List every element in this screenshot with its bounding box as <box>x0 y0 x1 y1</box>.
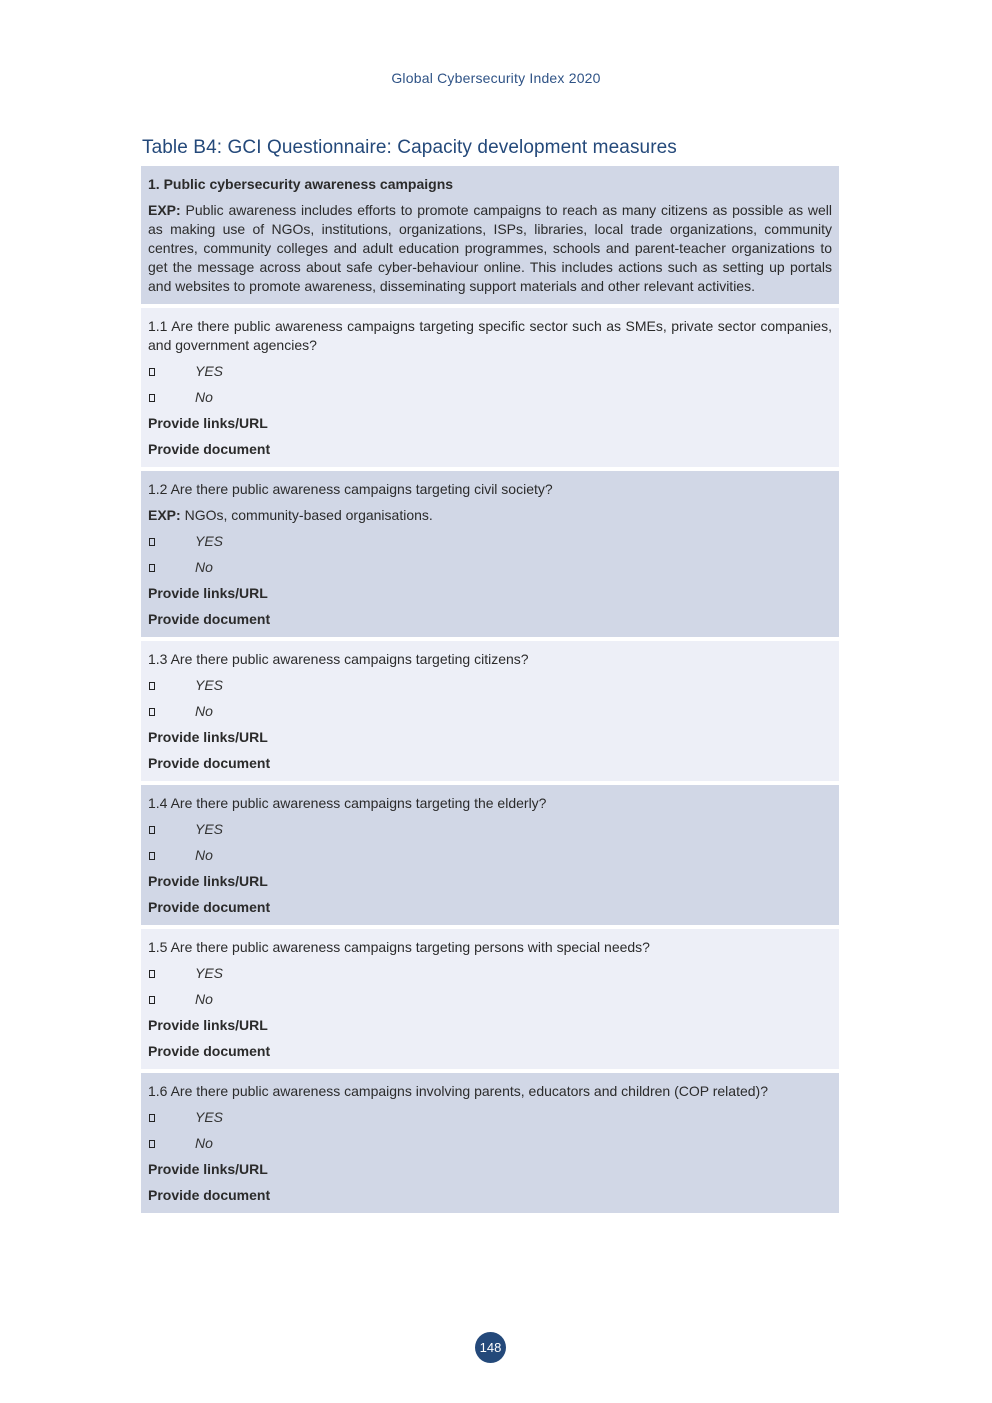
option-yes[interactable] <box>148 362 832 381</box>
option-no[interactable] <box>148 990 832 1009</box>
checkbox-icon[interactable] <box>149 368 155 376</box>
option-yes[interactable] <box>148 820 832 839</box>
exp-label: EXP: <box>148 202 181 218</box>
checkbox-icon[interactable] <box>149 538 155 546</box>
question-text: 1.2 Are there public awareness campaigns targeting civil society? <box>148 481 553 497</box>
provide-links-label: Provide links/URL <box>148 1017 268 1033</box>
checkbox-icon[interactable] <box>149 970 155 978</box>
provide-document-label: Provide document <box>148 441 271 457</box>
provide-links-label: Provide links/URL <box>148 1161 268 1177</box>
provide-links-label: Provide links/URL <box>148 415 268 431</box>
option-no[interactable] <box>148 558 832 577</box>
option-yes-label: YES <box>195 965 224 981</box>
provide-document-label: Provide document <box>148 611 271 627</box>
option-yes-label: YES <box>195 677 224 693</box>
option-yes[interactable] <box>148 676 832 695</box>
option-yes[interactable] <box>148 964 832 983</box>
option-yes-label: YES <box>195 1109 224 1125</box>
provide-document-label: Provide document <box>148 755 271 771</box>
provide-document-label: Provide document <box>148 1187 271 1203</box>
question-block-1-3 <box>141 641 839 781</box>
question-explanation <box>148 506 832 525</box>
checkbox-icon[interactable] <box>149 1114 155 1122</box>
question-text: 1.6 Are there public awareness campaigns involving parents, educators and children (COP related)? <box>148 1083 768 1099</box>
option-yes-label: YES <box>195 363 224 379</box>
option-yes[interactable] <box>148 1108 832 1127</box>
checkbox-icon[interactable] <box>149 682 155 690</box>
checkbox-icon[interactable] <box>149 996 155 1004</box>
question-text: 1.4 Are there public awareness campaigns targeting the elderly? <box>148 795 547 811</box>
section-header-block <box>141 166 839 304</box>
checkbox-icon[interactable] <box>149 852 155 860</box>
questionnaire-table <box>141 166 839 1217</box>
exp-label: EXP: <box>148 507 181 523</box>
provide-links-label: Provide links/URL <box>148 873 268 889</box>
option-yes-label: YES <box>195 533 224 549</box>
page-number: 148 <box>475 1332 506 1363</box>
question-text: 1.5 Are there public awareness campaigns targeting persons with special needs? <box>148 939 650 955</box>
option-no[interactable] <box>148 702 832 721</box>
question-text: 1.3 Are there public awareness campaigns targeting citizens? <box>148 651 529 667</box>
table-title: Table B4: GCI Questionnaire: Capacity development measures <box>142 137 677 158</box>
option-no-label: No <box>195 1135 213 1151</box>
checkbox-icon[interactable] <box>149 394 155 402</box>
section-heading: 1. Public cybersecurity awareness campaigns <box>148 176 454 192</box>
provide-document-label: Provide document <box>148 899 271 915</box>
checkbox-icon[interactable] <box>149 564 155 572</box>
exp-text: NGOs, community-based organisations. <box>184 507 433 523</box>
provide-document-label: Provide document <box>148 1043 271 1059</box>
running-header: Global Cybersecurity Index 2020 <box>391 70 601 86</box>
provide-links-label: Provide links/URL <box>148 729 268 745</box>
option-no-label: No <box>195 703 213 719</box>
option-no-label: No <box>195 389 213 405</box>
section-explanation <box>148 201 832 296</box>
provide-links-label: Provide links/URL <box>148 585 268 601</box>
checkbox-icon[interactable] <box>149 708 155 716</box>
option-no-label: No <box>195 847 213 863</box>
checkbox-icon[interactable] <box>149 1140 155 1148</box>
option-no-label: No <box>195 991 213 1007</box>
question-block-1-5 <box>141 929 839 1069</box>
option-no-label: No <box>195 559 213 575</box>
exp-text: Public awareness includes efforts to promote campaigns to reach as many citizens as possible as well as making use of NGOs, institutions, organizations, ISPs, libraries, local trade organizations, community centres, community colleges and adult education programmes, schools and parent-teacher organizations to get the message across about safe cyber-behaviour online. This includes actions such as setting up portals and websites to promote awareness, disseminating support materials and other relevant activities. <box>148 202 833 294</box>
option-yes[interactable] <box>148 532 832 551</box>
option-no[interactable] <box>148 846 832 865</box>
checkbox-icon[interactable] <box>149 826 155 834</box>
option-no[interactable] <box>148 388 832 407</box>
question-text: 1.1 Are there public awareness campaigns targeting specific sector such as SMEs, private sector companies, and government agencies? <box>148 318 832 353</box>
question-block-1-2 <box>141 471 839 637</box>
question-block-1-6 <box>141 1073 839 1213</box>
question-block-1-1 <box>141 308 839 467</box>
question-block-1-4 <box>141 785 839 925</box>
option-yes-label: YES <box>195 821 224 837</box>
option-no[interactable] <box>148 1134 832 1153</box>
